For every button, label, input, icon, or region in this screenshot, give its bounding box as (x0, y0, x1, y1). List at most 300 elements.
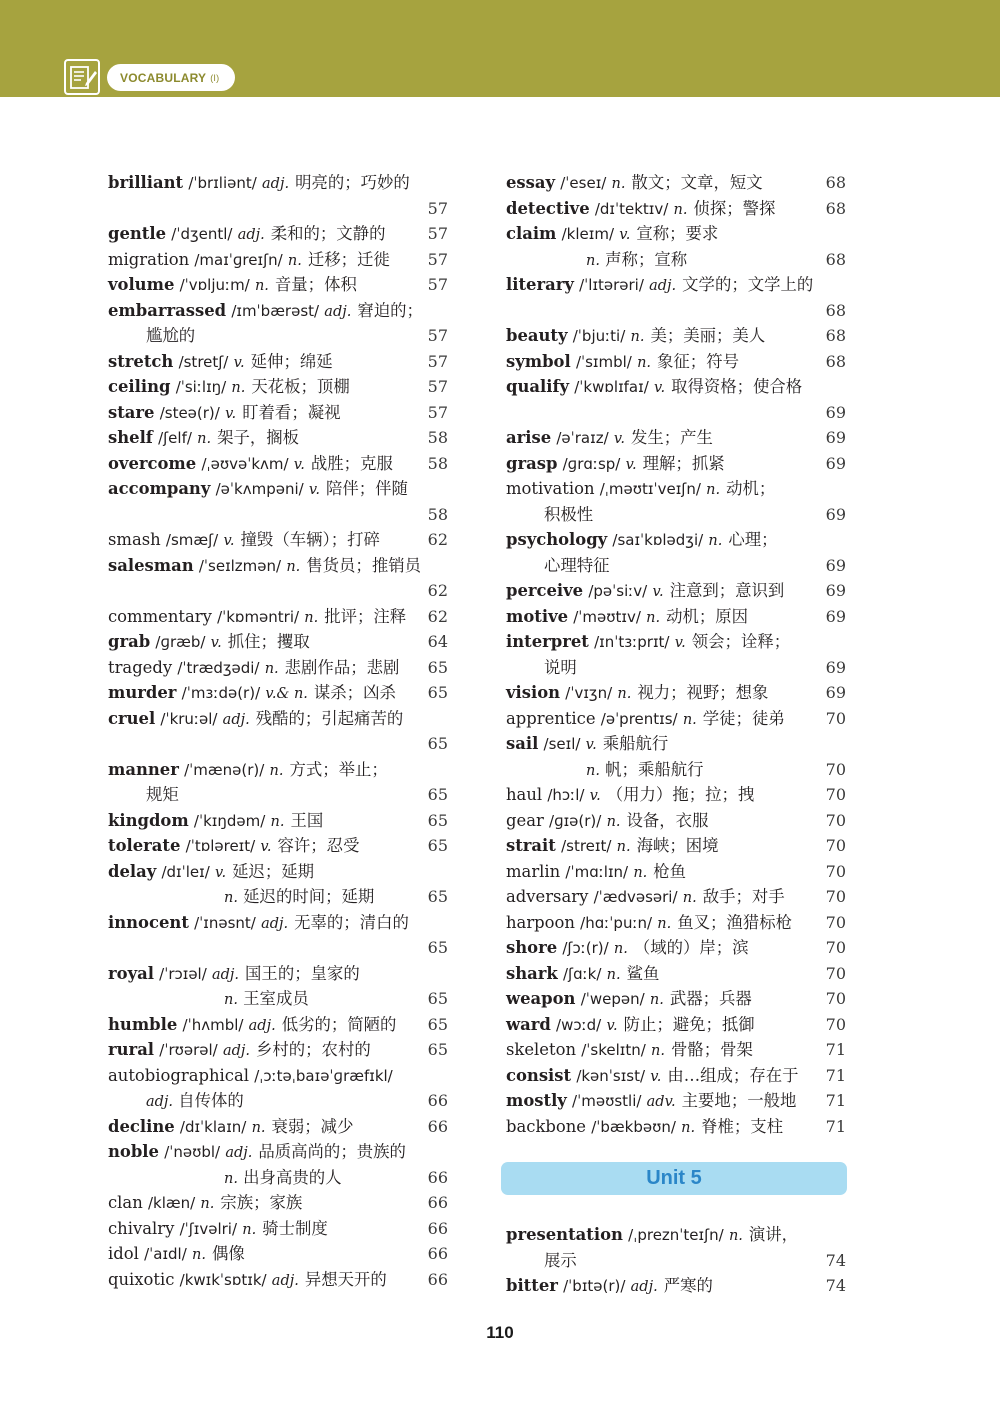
entry-pos: adj. (222, 1043, 250, 1059)
entry-word: stretch (108, 351, 174, 371)
entry-word: commentary (108, 606, 212, 626)
entry-meaning: 撞毁（车辆）；打碎 (240, 530, 380, 549)
entry-pos: adj. (225, 1145, 253, 1161)
vocab-entry (506, 808, 846, 834)
entry-page: 65 (427, 683, 448, 702)
vocab-entry (108, 604, 448, 630)
entry-pos: adj. (212, 966, 240, 983)
entry-page: 66 (427, 1193, 448, 1212)
vocab-entry (506, 196, 846, 222)
entry-word: beauty (506, 326, 568, 345)
entry-word: tragedy (108, 657, 173, 677)
entry-pos: n. (649, 992, 664, 1008)
entry-meaning: 学徒；徒弟 (702, 708, 785, 728)
entry-meaning: 帆；乘船航行 (605, 759, 704, 779)
vocab-entry-continuation (506, 757, 846, 783)
entry-meaning: 批评；注释 (324, 606, 407, 626)
entry-page: 65 (427, 785, 448, 804)
entry-pronunciation: /ɡɪə(r)/ (549, 811, 602, 830)
entry-pronunciation: /steə(r)/ (159, 403, 220, 422)
entry-word: ceiling (108, 377, 171, 396)
entry-page: 70 (825, 989, 846, 1008)
entry-pronunciation: /ˈædvəsəri/ (593, 888, 678, 906)
entry-page: 71 (825, 1116, 846, 1136)
entry-word: strait (506, 836, 556, 855)
entry-page: 69 (825, 581, 846, 600)
entry-pronunciation: /əˈprentɪs/ (600, 709, 678, 728)
entry-pronunciation: /ɪmˈbærəst/ (231, 301, 320, 320)
entry-pos: n. (646, 609, 661, 626)
entry-meaning: 设备，衣服 (626, 810, 709, 830)
entry-pronunciation: /ˈrʊərəl/ (159, 1041, 218, 1059)
vocab-entry (108, 680, 448, 706)
entry-pos: n. (633, 864, 648, 881)
entry-page: 57 (427, 198, 448, 218)
entry-page: 65 (427, 1014, 448, 1034)
entry-meaning: 国王的；皇家的 (245, 963, 360, 983)
vocab-entry (108, 1037, 448, 1063)
entry-pronunciation: /ˈkwɒlɪfaɪ/ (574, 378, 649, 396)
entry-word: humble (108, 1014, 178, 1034)
vocab-entry (108, 833, 448, 859)
entry-word: salesman (108, 555, 194, 575)
entry-meaning: 异想天开的 (304, 1269, 387, 1289)
vocab-entry (506, 1273, 846, 1299)
entry-page: 70 (825, 810, 846, 830)
vocab-entry (108, 1012, 448, 1038)
entry-word: marlin (506, 861, 561, 881)
entry-pronunciation: /ˈlɪtərəri/ (579, 276, 644, 294)
entry-pronunciation: /dɪˈklaɪn/ (179, 1117, 247, 1136)
entry-meaning: 抓住；攫取 (227, 632, 310, 651)
entry-page: 65 (427, 836, 448, 855)
entry-pronunciation: /dɪˈtektɪv/ (594, 199, 669, 218)
entry-meaning: 容许；忍受 (277, 836, 360, 855)
entry-pos: n. (251, 1119, 266, 1136)
entry-page: 70 (825, 1014, 846, 1034)
entry-word: brilliant (108, 173, 184, 192)
entry-pronunciation: /ˈdʒentl/ (171, 225, 233, 243)
entry-meaning: 架子，搁板 (217, 428, 300, 447)
entry-meaning: 乘船航行 (602, 734, 669, 753)
entry-pos: v. (674, 635, 686, 651)
entry-pronunciation: /streɪt/ (561, 837, 612, 855)
entry-page: 66 (427, 1091, 448, 1110)
entry-pos: n. (681, 1119, 696, 1136)
entry-pronunciation: /stretʃ/ (178, 352, 229, 371)
entry-word: apprentice (506, 708, 596, 728)
entry-pronunciation: /ʃɔː(r)/ (562, 939, 609, 957)
entry-word: murder (108, 683, 177, 702)
vocab-entry (108, 272, 448, 298)
entry-page: 68 (825, 351, 846, 371)
entry-page: 70 (825, 785, 846, 804)
vocab-entry (506, 782, 846, 808)
entry-word: motivation (506, 479, 595, 498)
entry-pos: v. (225, 405, 237, 422)
entry-word: kingdom (108, 810, 189, 830)
vocab-entry (108, 553, 448, 579)
vocab-entry (108, 527, 448, 553)
entry-pronunciation: /ˈsiːlɪŋ/ (175, 378, 227, 396)
entry-page: 66 (427, 1167, 448, 1187)
entry-meaning: 骑士制度 (262, 1218, 328, 1238)
entry-pronunciation: /dɪˈleɪ/ (161, 862, 210, 881)
entry-meaning: 积极性 (544, 504, 594, 524)
entry-page: 66 (427, 1244, 448, 1263)
entry-meaning: 延伸；绵延 (250, 351, 333, 371)
entry-page: 68 (825, 249, 846, 269)
entry-meaning: 心理； (728, 530, 778, 549)
entry-pos: adj. (146, 1094, 174, 1110)
entry-pos: n. (586, 252, 600, 269)
entry-word: shelf (108, 428, 153, 447)
entry-page: 62 (427, 581, 448, 600)
entry-word: bitter (506, 1276, 558, 1295)
entry-pos: n. (224, 1170, 238, 1187)
vocab-entry-continuation (506, 553, 846, 579)
entry-word: idol (108, 1244, 139, 1263)
entry-pos: n. (637, 354, 652, 371)
entry-pos: n. (224, 992, 238, 1008)
entry-page: 70 (825, 963, 846, 983)
entry-page: 66 (427, 1218, 448, 1238)
entry-page: 65 (427, 734, 448, 753)
entry-pos: n. (708, 533, 723, 549)
entry-page: 57 (427, 377, 448, 396)
entry-meaning: 心理特征 (544, 555, 610, 575)
entry-pronunciation: /ɪnˈtɜːprɪt/ (594, 633, 670, 651)
entry-page: 69 (825, 428, 846, 447)
vocab-entry (108, 1267, 448, 1293)
entry-word: psychology (506, 530, 608, 549)
vocab-entry (108, 1114, 448, 1140)
vocab-entry (108, 247, 448, 273)
entry-meaning: 由…组成；存在于 (667, 1065, 799, 1085)
vocab-entry (506, 961, 846, 987)
entry-page: 70 (825, 836, 846, 855)
entry-pronunciation: /seɪl/ (543, 735, 581, 753)
entry-pos: n. (728, 1228, 743, 1244)
entry-meaning: 取得资格；使合格 (671, 377, 803, 396)
vocab-entry-continuation (506, 400, 846, 426)
entry-page: 68 (825, 198, 846, 218)
entry-pronunciation: /ˈtɒləreɪt/ (185, 837, 256, 855)
vocab-entry (506, 604, 846, 630)
vocab-entry-continuation (108, 986, 448, 1012)
entry-pronunciation: /pəˈsiːv/ (588, 582, 648, 600)
vocab-entry (108, 757, 448, 783)
entry-page: 74 (825, 1250, 846, 1270)
entry-pos: v. (308, 482, 320, 498)
entry-pos: n. (231, 380, 246, 396)
vocab-entry (108, 1216, 448, 1242)
entry-meaning: 王国 (290, 810, 324, 830)
entry-page: 62 (427, 530, 448, 549)
entry-pos: n. (613, 941, 628, 957)
entry-pronunciation: /ˈməʊstli/ (572, 1092, 642, 1110)
vocab-entry (108, 961, 448, 987)
entry-pos: n. (264, 660, 279, 677)
entry-meaning: 柔和的；文静的 (270, 224, 386, 243)
vocab-entry-continuation (108, 782, 448, 808)
entry-word: sail (506, 734, 539, 753)
entry-page: 70 (825, 912, 846, 932)
entry-pos: v. (210, 635, 222, 651)
entry-pos: n. (286, 558, 301, 575)
entry-meaning: 自传体的 (178, 1091, 244, 1110)
vocab-entry (108, 221, 448, 247)
vocab-entry (108, 1241, 448, 1267)
entry-pos: v. (606, 1017, 618, 1034)
entry-pos: n. (224, 890, 238, 906)
entry-word: stare (108, 402, 155, 422)
entry-pronunciation: /ˈnəʊbl/ (164, 1143, 221, 1161)
entry-word: weapon (506, 989, 576, 1008)
entry-meaning: 衰弱；减少 (271, 1116, 354, 1136)
entry-page: 66 (427, 1116, 448, 1136)
entry-pronunciation: /ˈɪnəsnt/ (194, 913, 256, 932)
vocab-entry (506, 1063, 846, 1089)
entry-meaning: 窘迫的； (357, 300, 423, 320)
entry-meaning: 敌手；对手 (702, 887, 785, 906)
entry-meaning: 武器；兵器 (669, 989, 752, 1008)
entry-pronunciation: /ˈwepən/ (580, 990, 645, 1008)
entry-meaning: 尴尬的 (146, 326, 196, 345)
vocab-entry-continuation (506, 502, 846, 528)
entry-pronunciation: /ɡræb/ (155, 633, 206, 651)
entry-page: 65 (427, 989, 448, 1008)
vocab-entry (506, 374, 846, 400)
entry-word: shore (506, 938, 558, 957)
entry-page: 69 (825, 606, 846, 626)
entry-pronunciation: /ˌməʊtɪˈveɪʃn/ (599, 480, 701, 498)
entry-pos: n. (616, 839, 631, 855)
entry-page: 69 (825, 657, 846, 677)
entry-meaning: 说明 (544, 657, 577, 677)
entry-word: detective (506, 198, 590, 218)
entry-pos: n. (630, 329, 645, 345)
entry-pronunciation: /ˈkruːəl/ (160, 709, 218, 728)
vocab-entry (506, 349, 846, 375)
entry-meaning: 售货员；推销员 (306, 555, 421, 575)
vocab-entry-continuation (108, 1088, 448, 1114)
vocab-entry (506, 272, 846, 298)
entry-word: embarrassed (108, 300, 227, 320)
entry-pronunciation: /ˈʃɪvəlri/ (179, 1219, 238, 1238)
vocab-entry (506, 527, 846, 553)
entry-word: consist (506, 1065, 572, 1085)
entry-pos: n. (586, 762, 600, 779)
vocab-entry (506, 1012, 846, 1038)
entry-word: chivalry (108, 1218, 175, 1238)
entry-meaning: 防止；避免；抵御 (623, 1014, 755, 1034)
vocab-entry (108, 655, 448, 681)
vocab-entry (506, 833, 846, 859)
entry-word: manner (108, 759, 179, 779)
entry-meaning: （域的）岸；滨 (633, 938, 749, 957)
vocab-entry (108, 1190, 448, 1216)
page-number: 110 (486, 1323, 514, 1342)
entry-word: tolerate (108, 836, 181, 855)
entry-meaning: 王室成员 (243, 989, 309, 1008)
vocab-entry (108, 349, 448, 375)
entry-word: autobiographical (108, 1065, 249, 1085)
entry-pos: n. (287, 252, 302, 269)
entry-page: 69 (825, 683, 846, 702)
entry-pronunciation: /kwɪkˈsɒtɪk/ (179, 1270, 267, 1289)
entry-page: 65 (427, 887, 448, 906)
entry-meaning: 演讲， (748, 1225, 799, 1244)
entry-meaning: 枪鱼 (653, 861, 687, 881)
entry-page: 65 (427, 938, 448, 957)
entry-meaning: 悲剧作品；悲剧 (284, 657, 400, 677)
entry-pronunciation: /ˌɔːtəˌbaɪəˈɡræfɪkl/ (254, 1066, 393, 1085)
entry-pos: v. (233, 354, 245, 371)
entry-meaning: 延迟；延期 (232, 861, 315, 881)
notebook-pencil-icon (64, 59, 100, 95)
entry-word: harpoon (506, 912, 575, 932)
entry-word: qualify (506, 377, 570, 396)
entry-page: 68 (825, 300, 846, 320)
entry-pos: adj. (271, 1272, 299, 1289)
entry-pos: n. (200, 1196, 215, 1212)
entry-meaning: 文学的；文学上的 (682, 275, 814, 294)
entry-pronunciation: /saɪˈkɒlədʒi/ (612, 531, 704, 549)
entry-pos: adj. (237, 227, 265, 243)
entry-pos: n. (606, 966, 621, 983)
entry-meaning: 注意到；意识到 (669, 581, 785, 600)
entry-pronunciation: /ˈvɒljuːm/ (179, 276, 250, 294)
vocab-entry-continuation (108, 935, 448, 961)
vocab-entry (506, 910, 846, 936)
entry-page: 69 (825, 555, 846, 575)
entry-pos: adj. (261, 915, 289, 932)
entry-pronunciation: /ˈsɪmbl/ (575, 352, 632, 371)
vocab-entry (108, 476, 448, 502)
entry-word: vision (506, 683, 561, 702)
vocab-entry (108, 1139, 448, 1165)
entry-pos: v. (652, 584, 664, 600)
vocab-entry (506, 1088, 846, 1114)
vocab-entry (506, 425, 846, 451)
vocab-entry (108, 808, 448, 834)
entry-pos: n. (682, 711, 697, 728)
entry-word: accompany (108, 479, 211, 498)
vocab-entry (108, 706, 448, 732)
entry-page: 64 (427, 632, 448, 651)
entry-pronunciation: /ˈkɪŋdəm/ (193, 811, 266, 830)
vocab-entry (506, 706, 846, 732)
vocabulary-column-left (108, 170, 448, 1292)
entry-meaning: 海峡；困境 (636, 836, 719, 855)
entry-word: royal (108, 963, 154, 983)
entry-pos: v. (613, 431, 625, 447)
entry-word: grasp (506, 453, 558, 473)
entry-page: 58 (427, 428, 448, 447)
entry-meaning: 鱼叉；渔猎标枪 (677, 912, 792, 932)
vocab-entry (108, 400, 448, 426)
entry-page: 58 (427, 453, 448, 473)
entry-page: 68 (825, 326, 846, 345)
entry-meaning: 象征；符号 (657, 351, 739, 371)
entry-meaning: 明亮的；巧妙的 (295, 173, 410, 192)
vocab-entry (506, 1222, 846, 1248)
entry-pronunciation: /ˈbækbəʊn/ (591, 1117, 676, 1136)
entry-pos: v. (293, 456, 305, 473)
entry-word: shark (506, 963, 558, 983)
vocab-entry (506, 221, 846, 247)
entry-pronunciation: /hɑːˈpuːn/ (580, 913, 653, 932)
entry-pos: v. (650, 1068, 662, 1085)
section-label (107, 64, 235, 91)
entry-word: ward (506, 1014, 551, 1034)
vocab-entry-continuation (506, 1248, 846, 1274)
vocab-entry (506, 731, 846, 757)
vocab-entry (108, 629, 448, 655)
entry-word: claim (506, 224, 557, 243)
vocab-entry (506, 859, 846, 885)
entry-pos: v. (215, 864, 227, 881)
entry-pronunciation: /ˈhʌmbl/ (182, 1015, 244, 1034)
entry-word: gear (506, 810, 544, 830)
entry-word: motive (506, 606, 569, 626)
entry-pronunciation: /ʃelf/ (158, 429, 192, 447)
entry-word: rural (108, 1040, 155, 1059)
entry-meaning: 盯着看；凝视 (242, 402, 341, 422)
entry-pos: n. (651, 1043, 665, 1059)
entry-meaning: 谋杀；凶杀 (313, 683, 396, 702)
entry-pronunciation: /ˈmɜːdə(r)/ (181, 684, 261, 702)
entry-pos: v. (625, 456, 637, 473)
entry-meaning: 散文；文章，短文 (631, 173, 763, 192)
vocab-entry (108, 1063, 448, 1089)
entry-meaning: 动机；原因 (666, 606, 749, 626)
vocab-entry (506, 476, 846, 502)
vocab-entry-continuation (506, 247, 846, 273)
entry-page: 69 (825, 504, 846, 524)
unit-banner (501, 1162, 847, 1195)
entry-pos: n. (657, 915, 672, 932)
entry-pos: n. (191, 1247, 206, 1263)
vocab-entry (108, 298, 448, 324)
vocab-entry (506, 451, 846, 477)
entry-pronunciation: /smæʃ/ (165, 531, 219, 549)
entry-pronunciation: /ˈtrædʒədi/ (177, 658, 260, 677)
entry-page: 62 (427, 606, 448, 626)
vocab-entry-continuation (108, 884, 448, 910)
entry-meaning: 战胜；克服 (310, 453, 393, 473)
entry-meaning: 音量；体积 (274, 275, 357, 294)
vocab-entry (506, 884, 846, 910)
entry-page: 71 (825, 1065, 846, 1085)
entry-pos: n. (270, 813, 285, 830)
entry-word: adversary (506, 887, 589, 906)
entry-page: 70 (825, 861, 846, 881)
entry-meaning: （用力）拖；拉；拽 (606, 785, 755, 804)
vocab-entry (506, 1037, 846, 1063)
entry-pronunciation: /ˌpreznˈteɪʃn/ (628, 1226, 724, 1244)
entry-word: symbol (506, 351, 571, 371)
entry-pos: n. (606, 813, 621, 830)
entry-meaning: 迁移；迁徙 (307, 249, 390, 269)
entry-word: mostly (506, 1091, 567, 1110)
vocab-entry (506, 1114, 846, 1140)
vocab-entry-continuation (108, 1165, 448, 1191)
entry-meaning: 宣称；要求 (636, 224, 719, 243)
entry-meaning: 陪伴；伴随 (325, 479, 408, 498)
vocab-entry-continuation (108, 578, 448, 604)
